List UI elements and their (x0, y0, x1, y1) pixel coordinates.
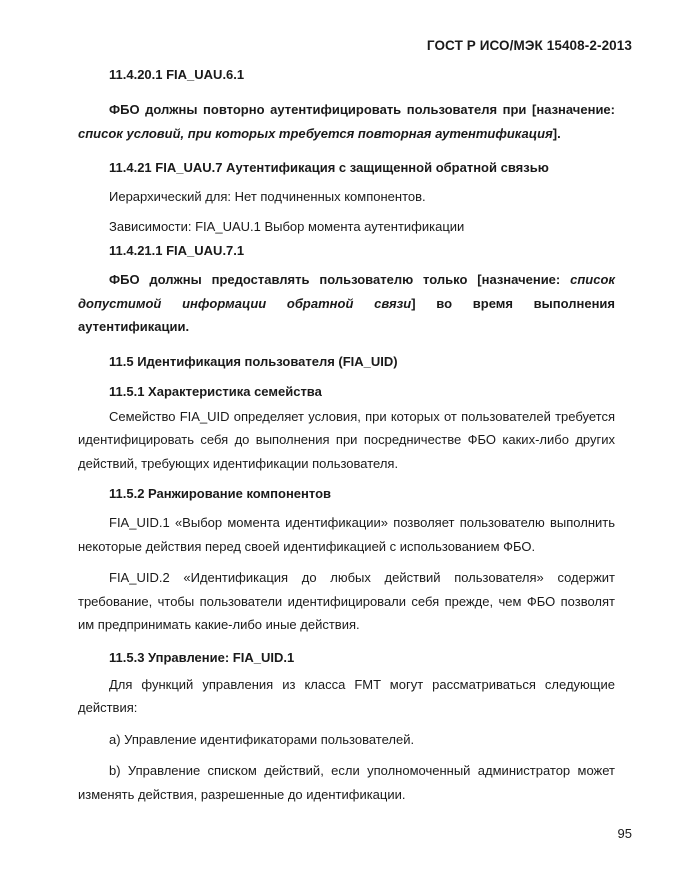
section-heading-11-5-1: 11.5.1 Характеристика семейства (109, 383, 322, 399)
requirement-text: ФБО должны повторно аутентифицировать пользователя при [назначение: (109, 102, 615, 117)
hierarchy-paragraph: Иерархический для: Нет подчиненных компонентов. (109, 189, 426, 204)
management-intro-paragraph: Для функций управления из класса FMT могут рассматриваться следующие действия: (78, 676, 615, 715)
section-heading-11-4-21-1: 11.4.21.1 FIA_UAU.7.1 (109, 243, 245, 258)
assignment-italic: список допустимой информации обратной связи (78, 272, 615, 311)
component-levelling-paragraph-uid-2: FIA_UID.2 «Идентификация до любых действий пользователя» содержит требование, чтобы пользователи идентифицировали себя прежде, чем ФБО позволят им предпринимать какие-либо иные действия. (78, 570, 615, 632)
requirement-text: ФБО должны предоставлять пользователю только [назначение: (109, 272, 571, 287)
section-heading-11-4-21: 11.4.21 FIA_UAU.7 Аутентификация с защищенной обратной связью (109, 160, 549, 175)
requirement-text-end: ] во время выполнения аутентификации. (78, 295, 616, 334)
section-heading-11-5: 11.5 Идентификация пользователя (FIA_UID) (109, 353, 398, 369)
requirement-paragraph-fia-uau-7-1 (78, 268, 615, 339)
family-description-paragraph: Семейство FIA_UID определяет условия, при которых от пользователей требуется идентифицировать себя до выполнения при посредничестве ФБО каких-либо других действий, требующих идентификации пользователя. (78, 408, 615, 471)
management-item-a: a) Управление идентификаторами пользователей. (109, 731, 415, 747)
requirement-paragraph-fia-uau-6-1 (78, 98, 615, 145)
page-number: 95 (617, 826, 632, 841)
document-body (78, 66, 615, 806)
document-header: ГОСТ Р ИСО/МЭК 15408-2-2013 (426, 38, 632, 53)
section-heading-11-5-2: 11.5.2 Ранжирование компонентов (109, 486, 332, 501)
dependencies-paragraph: Зависимости: FIA_UAU.1 Выбор момента аутентификации (109, 218, 465, 234)
section-heading-11-4-20-1: 11.4.20.1 FIA_UAU.6.1 (109, 67, 245, 82)
requirement-text-end: ]. (552, 125, 561, 141)
section-heading-11-5-3: 11.5.3 Управление: FIA_UID.1 (109, 649, 295, 665)
management-item-b: b) Управление списком действий, если уполномоченный администратор может изменять действия, разрешенные до идентификации. (78, 763, 615, 802)
component-levelling-paragraph-uid-1: FIA_UID.1 «Выбор момента идентификации» позволяет пользователю выполнить некоторые действия перед своей идентификацией с использованием ФБО. (78, 515, 615, 554)
assignment-italic: список условий, при которых требуется повторная аутентификация (78, 125, 553, 141)
